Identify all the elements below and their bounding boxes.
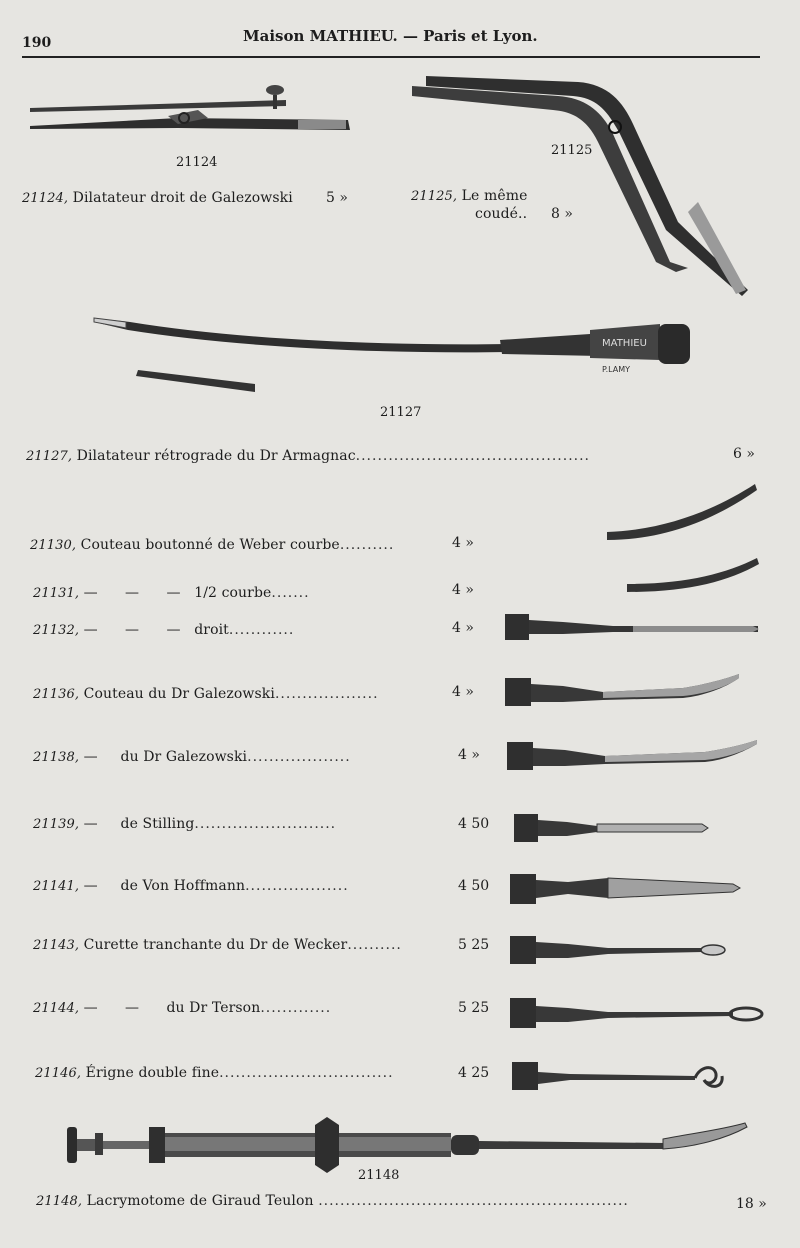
galezowski-knife-illustration xyxy=(503,672,743,712)
item-21148 xyxy=(36,1193,629,1209)
straight-knife-illustration xyxy=(503,610,763,644)
item-number: 21127, xyxy=(26,449,73,464)
item-description: Couteau boutonné de Weber courbe xyxy=(80,537,340,553)
leader-dots: ....... xyxy=(271,585,310,601)
item-price: 5 25 xyxy=(458,1000,490,1016)
item-price: 6 » xyxy=(733,446,755,462)
item-price: 4 50 xyxy=(458,816,490,832)
item-description: Érigne double fine xyxy=(85,1065,220,1081)
item-21132 xyxy=(33,622,294,638)
item-description: Lacrymotome de Giraud Teulon xyxy=(86,1193,314,1209)
item-number: 21139, xyxy=(33,817,80,832)
item-price: 4 » xyxy=(452,620,474,636)
item-21136 xyxy=(33,686,379,702)
leader-dots: ................... xyxy=(247,749,351,765)
item-21125 xyxy=(411,188,528,204)
item-description: — — — 1/2 courbe xyxy=(83,585,272,601)
engraver-mark: P.LAMY xyxy=(602,365,631,374)
item-price: 4 50 xyxy=(458,878,490,894)
von-hoffmann-knife-illustration xyxy=(508,868,744,908)
half-curved-knife-illustration xyxy=(625,556,765,596)
leader-dots: ............ xyxy=(228,622,295,638)
leader-dots: .......... xyxy=(339,537,395,553)
item-number: 21132, xyxy=(33,623,80,638)
item-number: 21141, xyxy=(33,879,80,894)
leader-dots: ......................................................... xyxy=(318,1193,629,1209)
lacrymotome-illustration xyxy=(65,1115,750,1175)
item-description: Le même xyxy=(461,188,528,204)
item-description: — du Dr Galezowski xyxy=(83,749,248,765)
galezowski-knife-2-illustration xyxy=(505,736,765,776)
item-21144 xyxy=(33,1000,331,1016)
item-description: Curette tranchante du Dr de Wecker xyxy=(83,937,348,953)
leader-dots: .......... xyxy=(347,937,402,953)
item-price: 4 25 xyxy=(458,1065,490,1081)
item-21143 xyxy=(33,937,402,953)
figure-label-21124: 21124 xyxy=(176,155,218,170)
item-21130 xyxy=(30,537,394,553)
stilling-knife-illustration xyxy=(512,810,712,846)
item-price: 4 » xyxy=(452,684,474,700)
item-number: 21131, xyxy=(33,586,80,601)
item-description-cont: coudé.. xyxy=(475,206,528,222)
retrograde-dilator-illustration xyxy=(90,312,700,397)
figure-label-21148: 21148 xyxy=(358,1168,400,1183)
item-number: 21136, xyxy=(33,687,80,702)
dilator-bent-illustration xyxy=(408,72,753,302)
curved-knife-illustration xyxy=(605,480,765,542)
leader-dots: ................................ xyxy=(219,1065,394,1081)
figure-label-21125: 21125 xyxy=(551,143,593,158)
item-description: Dilatateur rétrograde du Dr Armagnac xyxy=(76,448,356,464)
item-description: — de Von Hoffmann xyxy=(83,878,246,894)
double-hook-illustration xyxy=(510,1058,730,1098)
dilator-straight-illustration xyxy=(28,80,353,135)
item-number: 21148, xyxy=(36,1194,83,1209)
item-21138 xyxy=(33,749,351,765)
leader-dots: ........................................... xyxy=(355,448,590,464)
item-description: Dilatateur droit de Galezowski xyxy=(72,190,293,206)
page-title: Maison MATHIEU. — Paris et Lyon. xyxy=(243,27,538,45)
item-price: 4 » xyxy=(452,535,474,551)
wecker-curette-illustration xyxy=(508,930,728,970)
item-21139 xyxy=(33,816,336,832)
item-number: 21124, xyxy=(22,191,69,206)
item-description: — — — droit xyxy=(83,622,229,638)
item-price: 4 » xyxy=(458,747,480,763)
leader-dots: ............. xyxy=(260,1000,332,1016)
item-21146 xyxy=(35,1065,394,1081)
maker-mark: MATHIEU xyxy=(602,338,647,349)
item-21141 xyxy=(33,878,349,894)
figure-label-21127: 21127 xyxy=(380,405,422,420)
item-21131 xyxy=(33,585,310,601)
item-21127 xyxy=(26,448,590,464)
terson-curette-illustration xyxy=(508,994,768,1034)
item-description: Couteau du Dr Galezowski xyxy=(83,686,275,702)
item-number: 21130, xyxy=(30,538,77,553)
item-number: 21144, xyxy=(33,1001,80,1016)
header-rule xyxy=(22,56,760,58)
item-21124 xyxy=(22,190,293,206)
item-price: 8 » xyxy=(551,206,573,222)
item-description: — de Stilling xyxy=(83,816,195,832)
leader-dots: ................... xyxy=(245,878,349,894)
item-price: 18 » xyxy=(736,1196,767,1212)
item-number: 21138, xyxy=(33,750,80,765)
leader-dots: .......................... xyxy=(194,816,337,832)
item-number: 21143, xyxy=(33,938,80,953)
leader-dots: ................... xyxy=(274,686,379,702)
page-number: 190 xyxy=(22,35,52,51)
item-price: 5 25 xyxy=(458,937,490,953)
item-number: 21125, xyxy=(411,189,458,204)
item-number: 21146, xyxy=(35,1066,82,1081)
item-price: 4 » xyxy=(452,582,474,598)
item-price: 5 » xyxy=(326,190,348,206)
item-description: — — du Dr Terson xyxy=(83,1000,261,1016)
